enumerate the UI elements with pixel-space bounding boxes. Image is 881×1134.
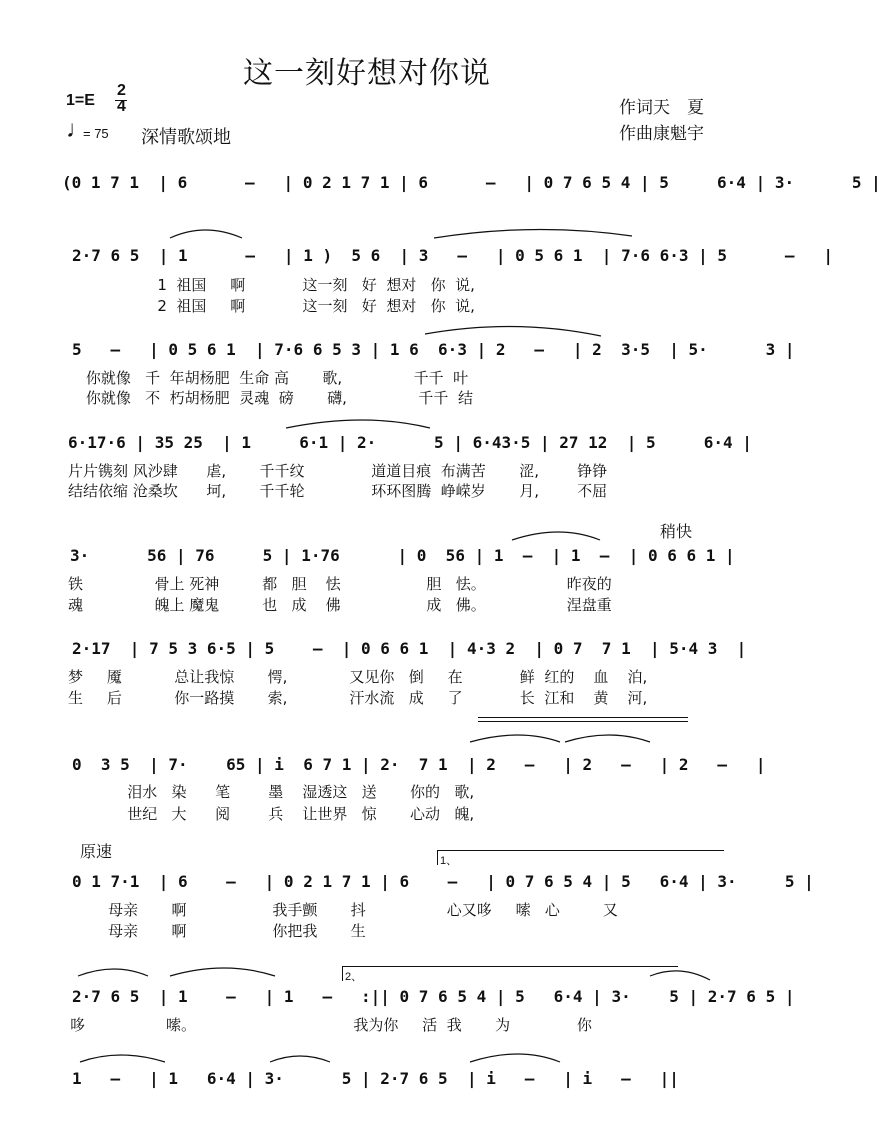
slur: [286, 420, 430, 428]
marking-faster: 稍快: [660, 524, 693, 541]
lyrics-row-4-verse-2: 结结依缩 沧桑坎 坷, 千千轮 环环图腾 峥嵘岁 月, 不屈: [68, 482, 608, 500]
notes-row-7: 0 3 5 | 7· 65 | i 6 7 1 | 2· 7 1 | 2 — | 2 — | 2 — |: [72, 755, 766, 774]
time-signature-top: 2: [117, 82, 126, 99]
lyrics-row-8-verse-1: 母亲 啊 我手颤 抖 心又哆 嗦 心 又: [70, 901, 618, 919]
notes-row-8: 0 1 7·1 | 6 — | 0 2 1 7 1 | 6 — | 0 7 6 5 4 | 5 6·4 | 3· 5 |: [72, 872, 814, 891]
lyrics-row-8-verse-2: 母亲 啊 你把我 生: [70, 922, 366, 940]
slur: [170, 968, 275, 976]
lyrics-row-9-verse-1: 哆 嗦。 我为你 活 我 为 你: [70, 1016, 592, 1034]
lyrics-row-6-verse-1: 梦 魇 总让我惊 愕, 又见你 倒 在 鲜 红的 血 泊,: [68, 668, 648, 686]
notes-row-10: 1 — | 1 6·4 | 3· 5 | 2·7 6 5 | i — | i — ||: [72, 1069, 679, 1088]
slur: [80, 1055, 165, 1062]
lyrics-row-7-verse-1: 泪水 染 笔 墨 湿透这 送 你的 歌,: [70, 783, 475, 801]
notes-row-3: 5 — | 0 5 6 1 | 7·6 6 5 3 | 1 6 6·3 | 2 — | 2 3·5 | 5· 3 |: [72, 340, 795, 359]
slur: [470, 1054, 560, 1062]
slur: [650, 971, 710, 980]
slur: [270, 1056, 330, 1062]
notes-row-9: 2·7 6 5 | 1 — | 1 — :|| 0 7 6 5 4 | 5 6·4 | 3· 5 | 2·7 6 5 |: [72, 987, 795, 1006]
lyrics-row-2-verse-2: 2 祖国 啊 这一刻 好 想对 你 说,: [0, 297, 475, 315]
lyrics-row-3-verse-1: 你就像 千 年胡杨肥 生命 高 歌, 千千 叶: [0, 369, 469, 387]
slur: [78, 969, 148, 976]
slur: [434, 229, 632, 238]
tempo-note-icon: ♩: [66, 116, 90, 143]
slur: [170, 230, 242, 238]
slur: [425, 326, 601, 336]
composer-credit: 作曲康魁宇: [619, 124, 704, 143]
lyricist-credit: 作词天 夏: [619, 98, 704, 117]
notes-row-6: 2·17 | 7 5 3 6·5 | 5 — | 0 6 6 1 | 4·3 2 | 0 7 7 1 | 5·4 3 |: [72, 639, 747, 658]
time-signature-bottom: 4: [117, 98, 126, 115]
key-signature: 1=E: [66, 92, 95, 109]
ending-2-mark: 2、: [345, 971, 363, 983]
lyrics-row-5-verse-2: 魂 魄上 魔鬼 也 成 佛 成 佛。 涅盘重: [68, 596, 612, 614]
lyrics-row-5-verse-1: 铁 骨上 死神 都 胆 怯 胆 怯。 昨夜的: [68, 575, 612, 593]
tempo-value: = 75: [83, 126, 109, 141]
expression-marking: 深情歌颂地: [141, 127, 231, 147]
lyrics-row-4-verse-1: 片片镌刻 风沙肆 虐, 千千纹 道道目痕 布满苦 涩, 铮铮: [68, 462, 608, 480]
lyrics-row-6-verse-2: 生 后 你一路摸 索, 汗水流 成 了 长 江和 黄 河,: [68, 689, 648, 707]
notes-row-2: 2·7 6 5 | 1 — | 1 ) 5 6 | 3 — | 0 5 6 1 | 7·6 6·3 | 5 — |: [72, 246, 833, 265]
slur: [512, 532, 600, 540]
slur: [565, 735, 650, 742]
marking-original-tempo: 原速: [80, 844, 113, 861]
song-title: 这一刻好想对你说: [243, 57, 491, 90]
notes-row-5: 3· 56 | 76 5 | 1·76 | 0 56 | 1 — | 1 — | 0 6 6 1 |: [70, 546, 735, 565]
ending-1-mark: 1、: [440, 855, 458, 867]
lyrics-row-2-verse-1: 1 祖国 啊 这一刻 好 想对 你 说,: [0, 276, 475, 294]
notes-row-4: 6·17·6 | 35 25 | 1 6·1 | 2· 5 | 6·43·5 | 27 12 | 5 6·4 |: [68, 433, 752, 452]
notes-row-1: (0 1 7 1 | 6 — | 0 2 1 7 1 | 6 — | 0 7 6 5 4 | 5 6·4 | 3· 5 |: [62, 173, 881, 192]
lyrics-row-3-verse-2: 你就像 不 朽胡杨肥 灵魂 磅 礴, 千千 结: [0, 389, 473, 407]
slur: [470, 735, 560, 742]
lyrics-row-7-verse-2: 世纪 大 阅 兵 让世界 惊 心动 魄,: [70, 805, 475, 823]
